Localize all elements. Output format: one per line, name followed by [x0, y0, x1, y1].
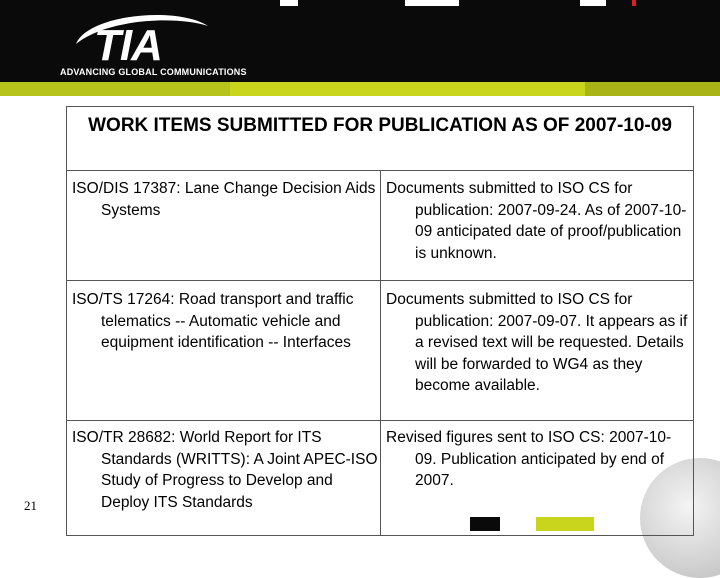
- item-name: : Lane Change Decision Aids Systems: [101, 180, 376, 219]
- tia-logo: [58, 10, 238, 74]
- item-status: Revised figures sent to ISO CS: 2007-10-09. Publication anticipated by end of 2007.: [386, 429, 672, 490]
- accent-band-segment: [585, 82, 720, 96]
- accent-band-segment: [0, 82, 230, 96]
- row-divider: [67, 280, 693, 281]
- item-name: : World Report for ITS Standards (WRITTS): A Joint APEC-ISO Study of Progress to Develop and Deploy ITS Standards: [101, 429, 378, 511]
- decor-block: [280, 0, 298, 6]
- logo-text: TIA: [94, 21, 162, 70]
- item-name: : Road transport and traffic telematics -- Automatic vehicle and equipment identification -- Interfaces: [101, 291, 354, 352]
- decor-block: [405, 0, 459, 6]
- item-code: ISO/TS 17264: [72, 291, 171, 308]
- item-code: ISO/DIS 17387: [72, 180, 177, 197]
- header-band: [0, 0, 720, 82]
- table-row-item: [67, 289, 380, 354]
- table-title: WORK ITEMS SUBMITTED FOR PUBLICATION AS OF 2007-10-09: [67, 107, 693, 171]
- decor-block: [580, 0, 606, 6]
- tagline: ADVANCING GLOBAL COMMUNICATIONS: [60, 67, 247, 77]
- table-row-item: [67, 178, 380, 221]
- row-divider: [67, 420, 693, 421]
- slide-number: 21: [24, 498, 37, 513]
- item-status: Documents submitted to ISO CS for publication: 2007-09-24. As of 2007-10-09 anticipated date of proof/publication is unknown.: [386, 180, 687, 262]
- work-items-table: [66, 106, 694, 536]
- table-row-item: [67, 427, 380, 513]
- item-code: ISO/TR 28682: [72, 429, 172, 446]
- decor-block: [632, 0, 636, 6]
- item-status: Documents submitted to ISO CS for publication: 2007-09-07. It appears as if a revised text will be requested. Details will be forwarded to WG4 as they become available.: [386, 291, 688, 395]
